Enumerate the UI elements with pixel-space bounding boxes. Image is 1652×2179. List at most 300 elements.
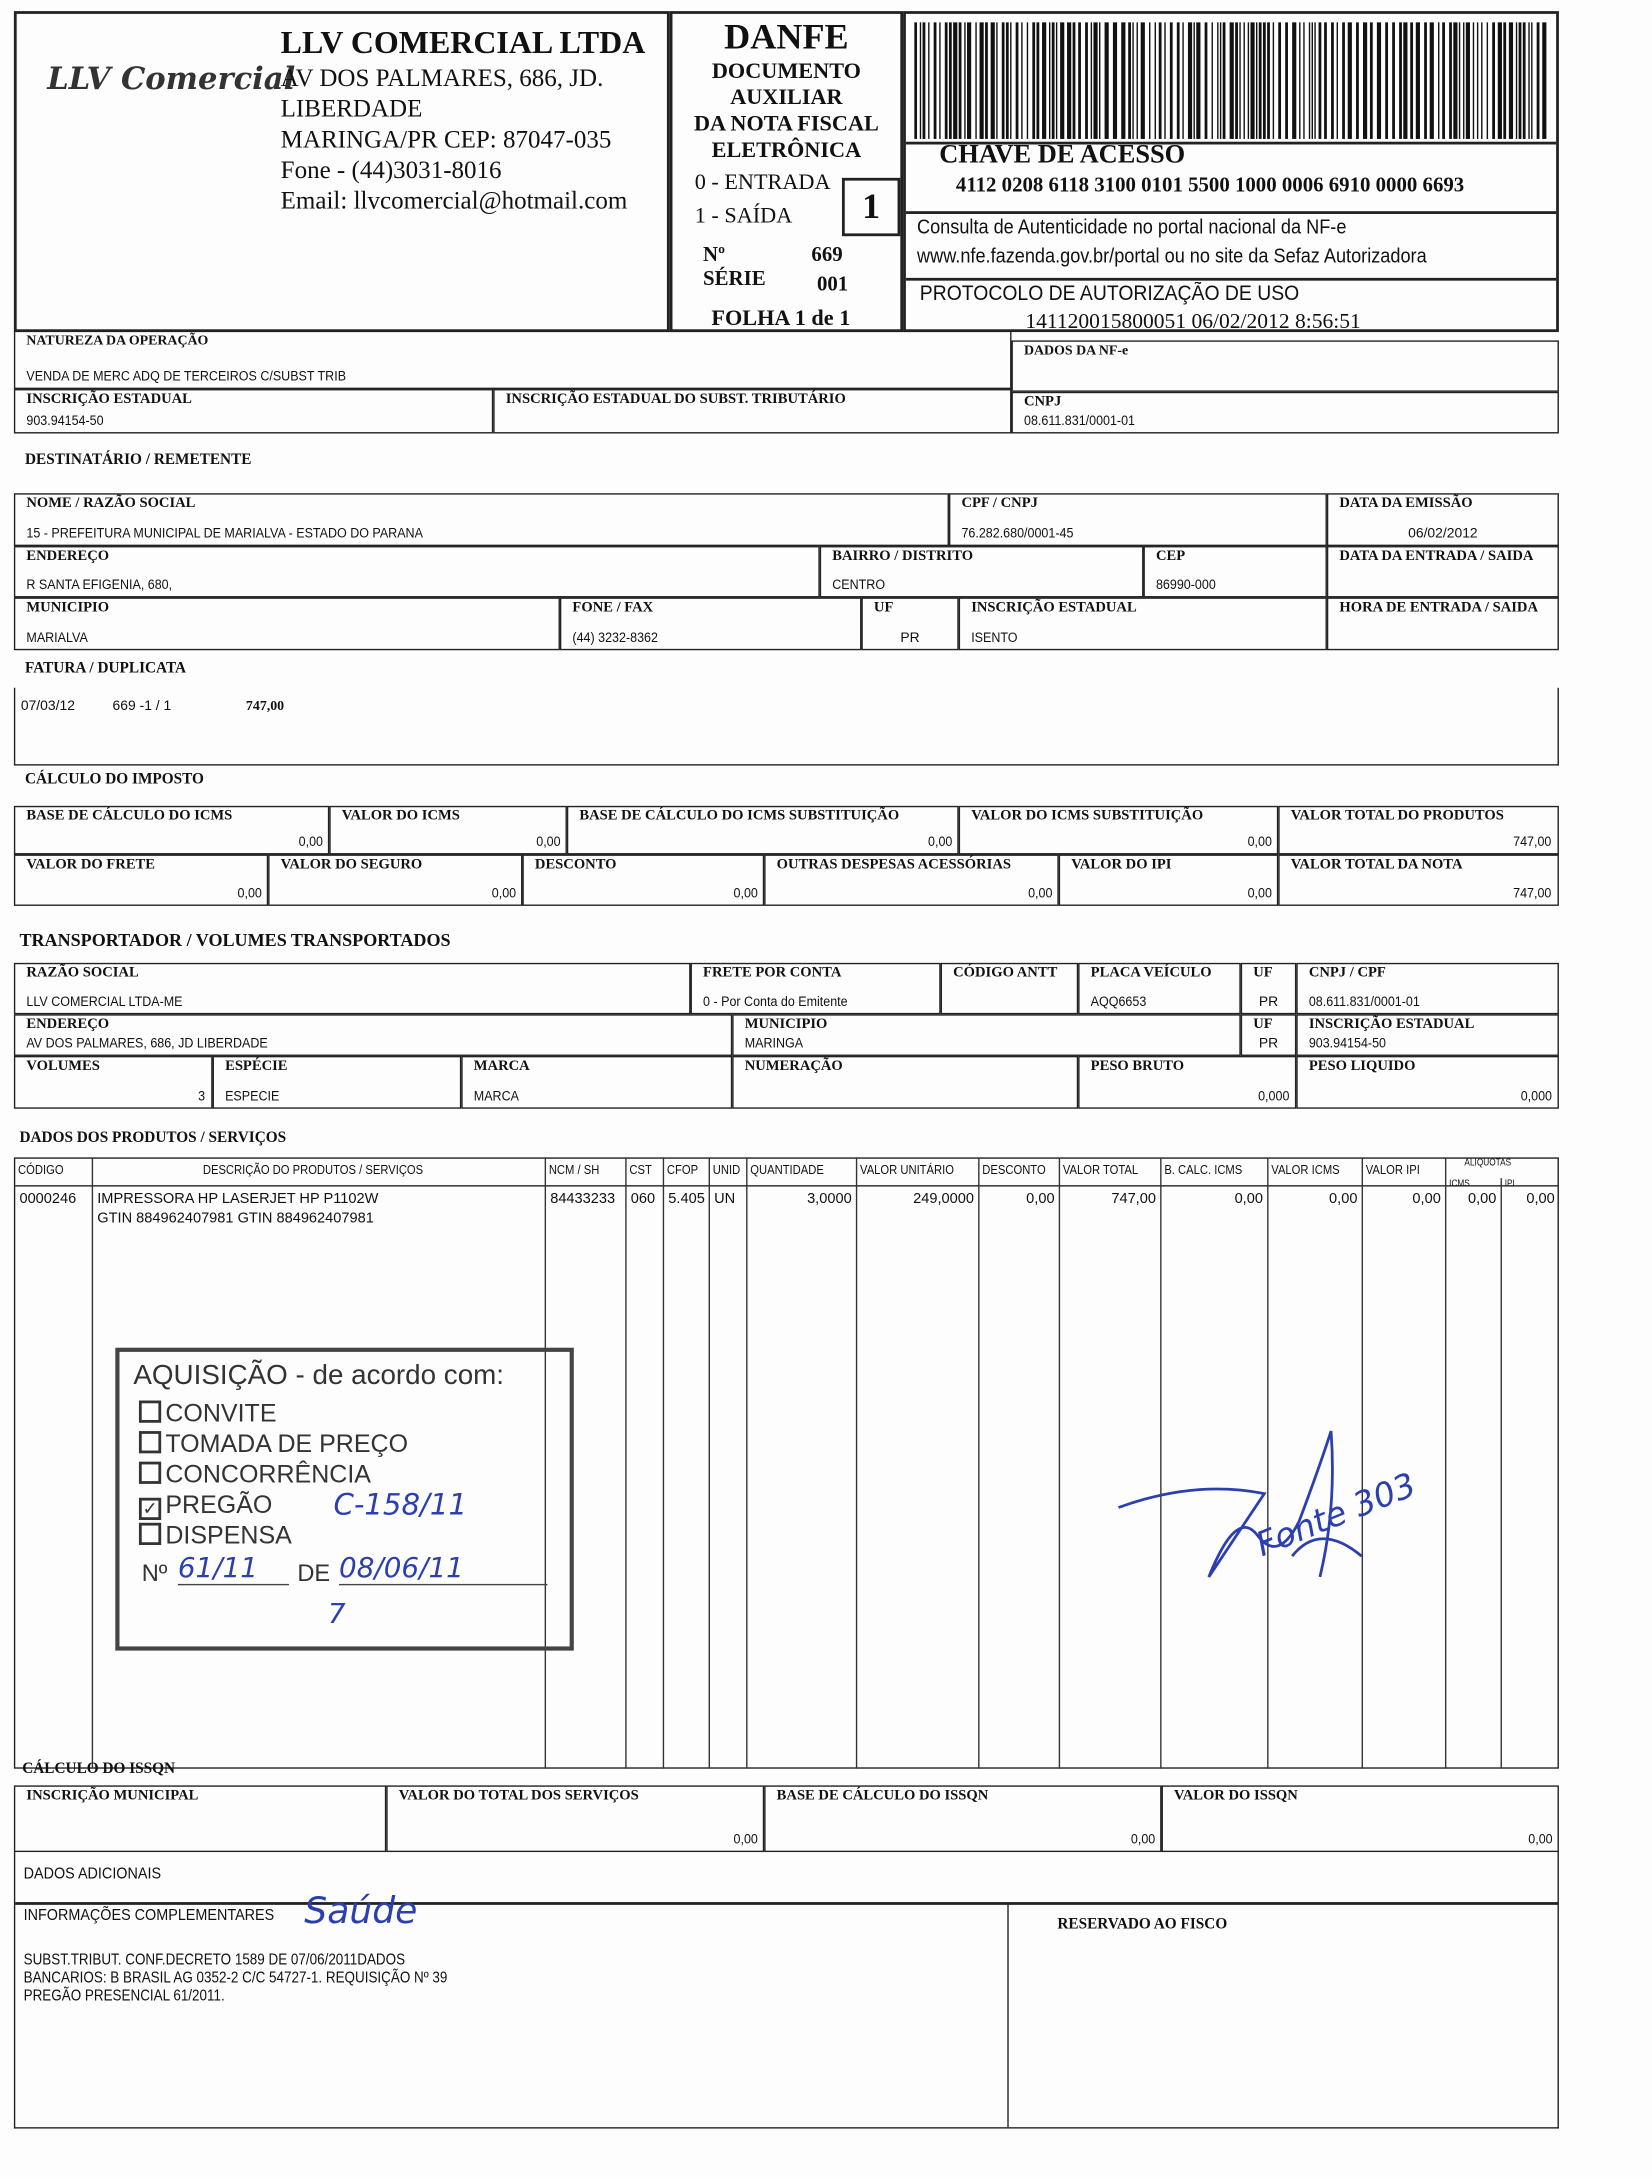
table-column-divider: [856, 1157, 857, 1768]
barcode-bar: [1449, 22, 1452, 139]
table-column-divider: [1501, 1178, 1502, 1768]
signature-note: Fonte 303: [1250, 1465, 1422, 1565]
checkbox[interactable]: [139, 1523, 161, 1545]
barcode-bar: [1299, 22, 1300, 139]
issqn-field-field: [764, 1785, 1161, 1852]
barcode-bar: [1078, 22, 1081, 139]
imposto-heading: CÁLCULO DO IMPOSTO: [25, 771, 204, 788]
barcode-bar: [1377, 22, 1381, 139]
danfe-box: [670, 11, 903, 332]
address-line: AV DOS PALMARES, 686, JD.: [280, 63, 604, 92]
stamp-option-label: TOMADA DE PREÇO: [165, 1429, 409, 1458]
tr-placa-value: AQQ6653: [1090, 994, 1147, 1011]
column-header: VALOR IPI: [1365, 1162, 1420, 1179]
barcode-bar: [1363, 22, 1367, 139]
natureza-field: [14, 331, 1012, 389]
tr-endereco-label: ENDEREÇO: [26, 1017, 110, 1033]
dest-endereco-value: R SANTA EFIGENIA, 680,: [26, 577, 173, 594]
tipo-operacao: 1: [842, 178, 900, 236]
tr-numeracao-field: [732, 1056, 1078, 1109]
tr-endereco-field: [14, 1014, 732, 1056]
table-cell: 747,00: [1111, 1190, 1156, 1208]
barcode-bar: [996, 22, 997, 139]
imposto-field-label: BASE DE CÁLCULO DO ICMS: [26, 808, 233, 824]
stamp-option-label: CONVITE: [165, 1399, 277, 1427]
barcode-bar: [1463, 22, 1464, 139]
imposto-field-field: [764, 854, 1059, 905]
dest-emissao-field: [1327, 493, 1559, 546]
barcode-bar: [1042, 22, 1046, 139]
barcode-bar: [1256, 22, 1257, 139]
column-header: CST: [629, 1162, 652, 1179]
barcode-bar: [1060, 22, 1064, 139]
issqn-field-label: INSCRIÇÃO MUNICIPAL: [26, 1788, 199, 1804]
table-column-divider: [746, 1157, 747, 1768]
dest-fone-value: (44) 3232-8362: [572, 630, 658, 647]
stamp-data: 08/06/11: [339, 1551, 547, 1586]
tr-especie-value: ESPECIE: [225, 1089, 280, 1105]
barcode-bar: [1312, 22, 1313, 139]
stamp-option: [139, 1521, 292, 1550]
tr-uf2-field: [1241, 1014, 1297, 1056]
company-name: LLV COMERCIAL LTDA: [280, 25, 646, 60]
barcode-bar: [1487, 22, 1488, 139]
barcode-bar: [1498, 22, 1502, 139]
stamp-option: [139, 1460, 371, 1489]
imposto-field-value: 0,00: [927, 835, 952, 851]
imposto-field-label: VALOR DO IPI: [1071, 857, 1172, 873]
imposto-field-value: 0,00: [1246, 886, 1272, 902]
dest-cpf-label: CPF / CNPJ: [961, 496, 1038, 512]
cnpj-value: 08.611.831/0001-01: [1023, 414, 1136, 430]
barcode-bar: [985, 22, 988, 139]
barcode-bar: [1503, 22, 1506, 139]
natureza-value: VENDA DE MERC ADQ DE TERCEIROS C/SUBST TRIB: [26, 369, 347, 385]
table-cell: 060: [630, 1190, 656, 1208]
barcode-bar: [1263, 22, 1266, 139]
barcode-bar: [1239, 22, 1240, 139]
barcode-bar: [1370, 22, 1373, 139]
barcode-bar: [1182, 22, 1183, 139]
imposto-field-field: [567, 806, 959, 855]
tr-cnpj-field: [1296, 963, 1559, 1014]
barcode-bar: [1212, 22, 1213, 139]
table-cell: 84433233: [550, 1190, 616, 1208]
barcode-bar: [1027, 22, 1028, 139]
company-phone: Fone - (44)3031-8016: [280, 155, 502, 184]
imposto-field-value: 0,00: [491, 886, 516, 902]
tr-razao-field: [14, 963, 691, 1014]
tr-antt-field: [941, 963, 1079, 1014]
ie-value: 903.94154-50: [26, 414, 104, 430]
barcode-bar: [1385, 22, 1388, 139]
company-address: [281, 63, 628, 216]
barcode-bar: [1049, 22, 1050, 139]
dest-hora-label: HORA DE ENTRADA / SAIDA: [1339, 600, 1539, 616]
info-label: INFORMAÇÕES COMPLEMENTARES: [23, 1907, 275, 1925]
company-logo: LLV Comercial: [47, 61, 296, 98]
barcode-bar: [1032, 22, 1035, 139]
stamp-option-label: PREGÃO: [165, 1490, 273, 1519]
table-cell: 0,00: [1412, 1190, 1441, 1208]
tr-volumes-label: VOLUMES: [26, 1058, 100, 1075]
imposto-field-label: OUTRAS DESPESAS ACESSÓRIAS: [776, 857, 1012, 873]
stamp-option: [139, 1430, 408, 1459]
barcode-bar: [1113, 22, 1117, 139]
checkbox[interactable]: [139, 1401, 161, 1423]
stamp-option-label: DISPENSA: [165, 1521, 292, 1550]
barcode-bar: [964, 22, 965, 139]
dest-nome-label: NOME / RAZÃO SOCIAL: [26, 496, 196, 512]
table-column-divider: [709, 1157, 710, 1768]
dest-bairro-label: BAIRRO / DISTRITO: [832, 548, 974, 565]
barcode-bar: [1170, 22, 1173, 139]
barcode-bar: [1348, 22, 1352, 139]
barcode-bar: [1519, 22, 1522, 139]
tr-endereco-value: AV DOS PALMARES, 686, JD LIBERDADE: [26, 1036, 268, 1052]
imposto-field-label: VALOR TOTAL DO PRODUTOS: [1290, 808, 1504, 824]
column-header: NCM / SH: [548, 1162, 600, 1179]
imposto-field-field: [329, 806, 567, 855]
imposto-field-field: [1278, 854, 1559, 905]
barcode-bar: [1099, 22, 1100, 139]
info-line: BANCARIOS: B BRASIL AG 0352-2 C/C 54727-1. REQUISIÇÃO Nº 39: [23, 1970, 448, 1987]
dest-cpf-value: 76.282.680/0001-45: [961, 526, 1074, 542]
issqn-field-field: [386, 1785, 764, 1852]
destinatario-heading: DESTINATÁRIO / REMETENTE: [25, 451, 252, 469]
dest-endereco-label: ENDEREÇO: [26, 548, 110, 565]
tr-razao-label: RAZÃO SOCIAL: [26, 965, 139, 981]
tr-cnpj-value: 08.611.831/0001-01: [1308, 994, 1420, 1011]
produtos-heading: DADOS DOS PRODUTOS / SERVIÇOS: [19, 1129, 287, 1147]
barcode-bar: [1250, 22, 1254, 139]
tr-peso-liquido-field: [1296, 1056, 1559, 1109]
barcode-bar: [949, 22, 952, 139]
barcode-bar: [1217, 22, 1218, 139]
dest-entrada-field: [1327, 546, 1559, 597]
barcode-bar: [1091, 22, 1092, 139]
tr-especie-label: ESPÉCIE: [225, 1058, 288, 1075]
dest-uf-value: PR: [900, 630, 920, 647]
column-header: DESCRIÇÃO DO PRODUTOS / SERVIÇOS: [202, 1162, 424, 1179]
imposto-field-value: 747,00: [1513, 835, 1552, 851]
checkbox[interactable]: ✓: [139, 1498, 161, 1520]
serie-label: SÉRIE: [703, 268, 766, 291]
tr-municipio-value: MARINGA: [744, 1036, 804, 1052]
barcode-bar: [1056, 22, 1057, 139]
barcode-bar: [1403, 22, 1407, 139]
tr-peso-bruto-label: PESO BRUTO: [1090, 1058, 1185, 1075]
barcode-bar: [1188, 22, 1192, 139]
tr-municipio-field: [732, 1014, 1241, 1056]
barcode-bar: [934, 22, 937, 139]
barcode-bar: [1516, 22, 1517, 139]
consulta-url[interactable]: www.nfe.fazenda.gov.br/portal ou no site da Sefaz Autorizadora: [917, 245, 1427, 269]
handwritten-note: Saúde: [304, 1890, 418, 1933]
tr-razao-value: LLV COMERCIAL LTDA-ME: [26, 994, 183, 1011]
barcode-bar: [1128, 22, 1131, 139]
barcode-bar: [1193, 22, 1194, 139]
transportador-heading: TRANSPORTADOR / VOLUMES TRANSPORTADOS: [19, 929, 451, 951]
dest-ie-label: INSCRIÇÃO ESTADUAL: [971, 600, 1137, 616]
barcode-bar: [1267, 22, 1270, 139]
tr-cnpj-label: CNPJ / CPF: [1308, 965, 1386, 981]
danfe-title: DANFE: [724, 16, 849, 57]
tr-marca-field: [461, 1056, 732, 1109]
tr-peso-liquido-label: PESO LIQUIDO: [1308, 1058, 1416, 1075]
barcode-bar: [991, 22, 995, 139]
barcode-bar: [1523, 22, 1526, 139]
barcode-bar: [1430, 22, 1434, 139]
barcode-bar: [1248, 22, 1249, 139]
adicionais-heading: DADOS ADICIONAIS: [23, 1865, 162, 1883]
barcode-bar: [1137, 22, 1138, 139]
tr-peso-liquido-value: 0,000: [1520, 1089, 1552, 1105]
barcode-bar: [1093, 22, 1097, 139]
tr-uf2-value: PR: [1258, 1036, 1279, 1052]
tr-frete-label: FRETE POR CONTA: [703, 965, 842, 981]
ie-label: INSCRIÇÃO ESTADUAL: [26, 391, 192, 408]
table-column-divider: [663, 1157, 664, 1768]
barcode-bar: [953, 22, 957, 139]
imposto-field-value: 0,00: [1246, 835, 1272, 851]
imposto-field-label: VALOR DO SEGURO: [280, 857, 423, 873]
aliquotas-header: ALIQUOTAS: [1464, 1158, 1512, 1169]
imposto-field-field: [1059, 854, 1279, 905]
dest-ie-value: ISENTO: [971, 630, 1018, 647]
tr-uf-label: UF: [1253, 965, 1273, 981]
stamp-numero: 61/11: [178, 1551, 289, 1586]
cnpj-field: [1011, 392, 1558, 434]
barcode-bar: [1477, 22, 1478, 139]
dest-nome-field: [14, 493, 949, 546]
aquisicao-stamp: [115, 1348, 574, 1651]
barcode-bar: [1416, 22, 1420, 139]
stamp-mark: 7: [327, 1596, 346, 1630]
imposto-field-label: VALOR DO ICMS: [341, 808, 460, 824]
dest-municipio-field: [14, 597, 560, 650]
tr-municipio-label: MUNICIPIO: [744, 1017, 828, 1033]
emitente-box: [14, 11, 670, 332]
dest-cep-label: CEP: [1155, 548, 1186, 565]
barcode-bar: [1235, 22, 1238, 139]
dest-cep-field: [1143, 546, 1326, 597]
barcode-bar: [1149, 22, 1150, 139]
numero-label: Nº: [703, 244, 725, 267]
barcode-bar: [1337, 22, 1338, 139]
column-header: B. CALC. ICMS: [1164, 1162, 1243, 1179]
barcode-bar: [1230, 22, 1234, 139]
tr-antt-label: CÓDIGO ANTT: [953, 965, 1058, 981]
dest-ie-field: [959, 597, 1327, 650]
barcode-bar: [1244, 22, 1245, 139]
column-header: IPI: [1504, 1179, 1515, 1190]
dest-municipio-label: MUNICIPIO: [26, 600, 110, 616]
barcode-bar: [1528, 22, 1529, 139]
barcode-bar: [1459, 22, 1460, 139]
barcode-bar: [1073, 22, 1076, 139]
city-cep: MARINGA/PR CEP: 87047-035: [280, 125, 612, 153]
imposto-field-field: [959, 806, 1279, 855]
imposto-field-field: [14, 806, 329, 855]
danfe-subtitle: [672, 58, 900, 164]
ie-subst-field: [493, 389, 1011, 433]
barcode-bar: [1342, 22, 1345, 139]
column-header: VALOR ICMS: [1271, 1162, 1340, 1179]
numero-nf: 669: [811, 244, 843, 267]
column-header: VALOR UNITÁRIO: [860, 1162, 954, 1179]
barcode-bar: [1273, 22, 1274, 139]
column-header: VALOR TOTAL: [1062, 1162, 1139, 1179]
chave-value: 4112 0208 6118 3100 0101 5500 1000 0006 6910 0000 6693: [955, 175, 1465, 198]
barcode-bar: [1442, 22, 1445, 139]
tr-ie-label: INSCRIÇÃO ESTADUAL: [1308, 1017, 1475, 1033]
table-cell: 0,00: [1467, 1190, 1497, 1208]
dest-uf-label: UF: [873, 600, 894, 616]
barcode-bar: [1220, 22, 1221, 139]
barcode-bar: [1481, 22, 1482, 139]
company-email: Email: llvcomercial@hotmail.com: [280, 186, 628, 214]
dest-emissao-value: 06/02/2012: [1408, 526, 1478, 542]
barcode-bar: [1052, 22, 1055, 139]
barcode-bar: [1010, 22, 1011, 139]
dest-entrada-label: DATA DA ENTRADA / SAIDA: [1339, 548, 1534, 565]
natureza-label: NATUREZA DA OPERAÇÃO: [26, 333, 209, 349]
barcode-bar: [1531, 22, 1532, 139]
issqn-field-field: [14, 1785, 386, 1852]
dest-bairro-field: [820, 546, 1144, 597]
barcode-bar: [1105, 22, 1109, 139]
imposto-field-field: [268, 854, 522, 905]
imposto-field-label: VALOR DO ICMS SUBSTITUIÇÃO: [971, 808, 1204, 824]
pregao-reference: C-158/11: [333, 1488, 468, 1522]
table-cell: UN: [714, 1190, 736, 1208]
imposto-field-field: [14, 854, 268, 905]
table-cell: IMPRESSORA HP LASERJET HP P1102W: [97, 1190, 379, 1208]
fisco-label: RESERVADO AO FISCO: [1057, 1915, 1228, 1933]
issqn-field-label: BASE DE CÁLCULO DO ISSQN: [776, 1788, 989, 1804]
dados-nfe-field: [1011, 340, 1558, 391]
chave-label: CHAVE DE ACESSO: [939, 140, 1186, 170]
tr-frete-field: [691, 963, 941, 1014]
barcode-bar: [1509, 22, 1513, 139]
barcode-bar: [1537, 22, 1540, 139]
subtitle-line: ELETRÔNICA: [711, 138, 862, 163]
table-cell: 0,00: [1526, 1190, 1555, 1208]
subtitle-line: DA NOTA FISCAL: [693, 112, 879, 137]
imposto-field-label: BASE DE CÁLCULO DO ICMS SUBSTITUIÇÃO: [579, 808, 900, 824]
barcode-bar: [1132, 22, 1133, 139]
checkbox[interactable]: [139, 1431, 161, 1453]
barcode-bar: [1085, 22, 1088, 139]
imposto-field-field: [1278, 806, 1559, 855]
barcode-bar: [1314, 22, 1315, 139]
barcode-bar: [1492, 22, 1495, 139]
table-cell: 0000246: [19, 1190, 77, 1208]
dest-hora-field: [1327, 597, 1559, 650]
barcode-bar: [1542, 22, 1546, 139]
barcode-bar: [1155, 22, 1156, 139]
tr-ie-field: [1296, 1014, 1559, 1056]
dest-uf-field: [861, 597, 958, 650]
adicionais-box: [14, 1852, 1559, 2128]
barcode: [914, 22, 1553, 139]
tr-placa-label: PLACA VEÍCULO: [1090, 965, 1212, 981]
barcode-bar: [1196, 22, 1200, 139]
barcode-bar: [1410, 22, 1413, 139]
barcode-bar: [1164, 22, 1165, 139]
dest-endereco-field: [14, 546, 820, 597]
fatura-vencimento: 07/03/12: [20, 698, 75, 715]
stamp-de-label: DE: [297, 1560, 331, 1587]
cnpj-label: CNPJ: [1023, 394, 1062, 410]
barcode-bar: [920, 22, 921, 139]
barcode-bar: [1177, 22, 1180, 139]
entrada-label: 0 - ENTRADA: [694, 170, 831, 195]
barcode-bar: [1021, 22, 1022, 139]
imposto-field-label: VALOR TOTAL DA NOTA: [1290, 857, 1463, 873]
barcode-bar: [1259, 22, 1262, 139]
checkbox[interactable]: [139, 1462, 161, 1484]
table-column-divider: [625, 1157, 626, 1768]
tr-marca-value: MARCA: [473, 1089, 519, 1105]
saida-label: 1 - SAÍDA: [694, 204, 793, 228]
dest-cep-value: 86990-000: [1155, 577, 1216, 594]
tr-volumes-value: 3: [198, 1089, 206, 1105]
fatura-numero: 669 -1 / 1: [112, 698, 172, 715]
column-header: QUANTIDADE: [750, 1162, 824, 1179]
barcode-bar: [1356, 22, 1359, 139]
barcode-bar: [1002, 22, 1005, 139]
barcode-bar: [928, 22, 929, 139]
table-cell: 249,0000: [913, 1190, 974, 1208]
barcode-bar: [1331, 22, 1334, 139]
info-line: PREGÃO PRESENCIAL 61/2011.: [23, 1988, 225, 2005]
dest-municipio-value: MARIALVA: [26, 630, 88, 647]
issqn-field-value: 0,00: [1130, 1832, 1155, 1848]
barcode-bar: [959, 22, 962, 139]
barcode-bar: [1466, 22, 1470, 139]
imposto-field-value: 0,00: [297, 835, 323, 851]
column-header: DESCONTO: [982, 1162, 1046, 1179]
imposto-field-label: DESCONTO: [534, 857, 617, 873]
barcode-bar: [914, 22, 917, 139]
fatura-box: [14, 688, 1559, 766]
issqn-field-label: VALOR DO TOTAL DOS SERVIÇOS: [398, 1788, 639, 1804]
table-cell: 5.405: [668, 1190, 705, 1208]
barcode-bar: [1205, 22, 1208, 139]
protocolo-label: PROTOCOLO DE AUTORIZAÇÃO DE USO: [919, 282, 1300, 306]
serie-value: 001: [816, 273, 849, 296]
barcode-bar: [1036, 22, 1039, 139]
barcode-bar: [1278, 22, 1281, 139]
barcode-bar: [1324, 22, 1327, 139]
tr-uf2-label: UF: [1253, 1017, 1273, 1033]
imposto-field-value: 0,00: [535, 835, 560, 851]
barcode-bar: [1159, 22, 1162, 139]
barcode-bar: [1223, 22, 1226, 139]
fatura-valor: 747,00: [245, 698, 285, 715]
issqn-field-value: 0,00: [1527, 1832, 1552, 1848]
column-header: UNID: [712, 1162, 741, 1179]
barcode-bar: [1399, 22, 1402, 139]
address-line: LIBERDADE: [280, 94, 423, 123]
barcode-bar: [975, 22, 976, 139]
barcode-bar: [1319, 22, 1322, 139]
barcode-bar: [945, 22, 948, 139]
stamp-numero-label: Nº: [141, 1560, 168, 1587]
info-text: [24, 1952, 448, 2006]
